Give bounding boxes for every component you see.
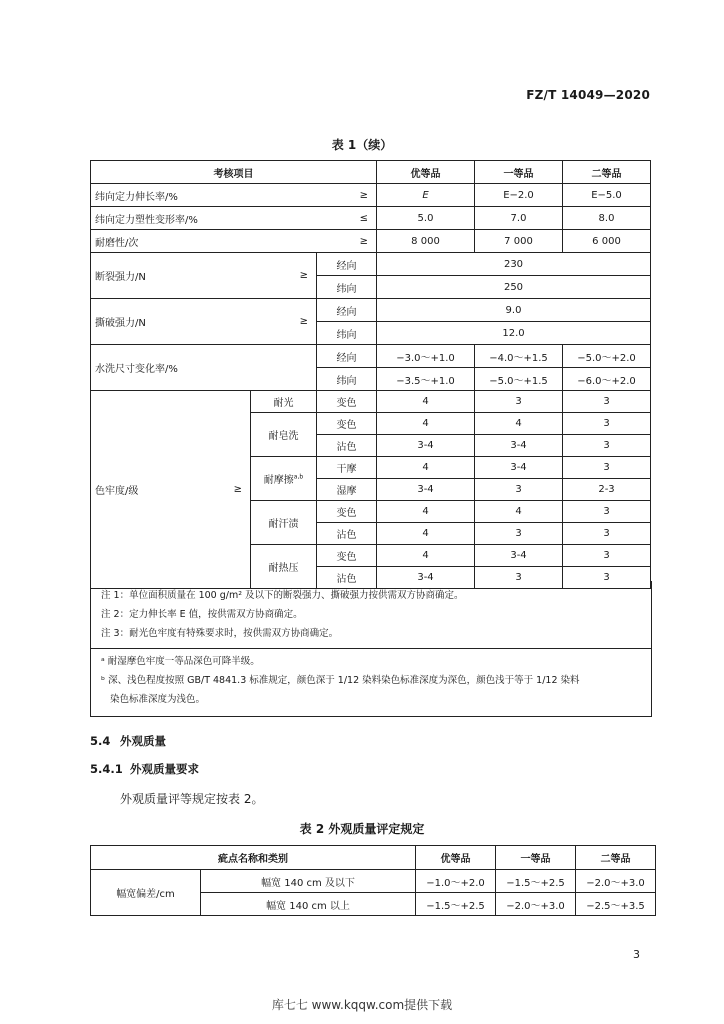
table-row xyxy=(91,207,651,230)
cell: 3 xyxy=(563,501,651,523)
cell: 3 xyxy=(563,435,651,457)
cell: −2.0～+3.0 xyxy=(576,870,656,893)
sub-label: 变色 xyxy=(317,413,377,435)
cell: 230 xyxy=(377,253,651,276)
cell: E xyxy=(377,184,475,207)
sub-label: 变色 xyxy=(317,501,377,523)
cell: 3 xyxy=(563,545,651,567)
table2 xyxy=(90,845,656,916)
sub-label: 变色 xyxy=(317,545,377,567)
cell: 8 000 xyxy=(377,230,475,253)
cell: 7 000 xyxy=(475,230,563,253)
cell: −1.0～+2.0 xyxy=(416,870,496,893)
cell: 6 000 xyxy=(563,230,651,253)
direction-label: 纬向 xyxy=(317,322,377,345)
cell: 7.0 xyxy=(475,207,563,230)
table-row xyxy=(91,345,651,368)
cell: 4 xyxy=(377,413,475,435)
row-label: 纬向定力伸长率/% xyxy=(95,191,178,203)
cell: 3-4 xyxy=(377,567,475,589)
operator: ≥ xyxy=(299,316,308,327)
paragraph: 外观质量评等规定按表 2。 xyxy=(120,792,264,806)
fastness-type: 耐皂洗 xyxy=(251,413,317,457)
cell: 3 xyxy=(563,567,651,589)
cell: 4 xyxy=(377,391,475,413)
cell: −6.0～+2.0 xyxy=(563,368,651,391)
table2-header-row xyxy=(91,846,656,870)
direction-label: 经向 xyxy=(317,299,377,322)
cell: 2-3 xyxy=(563,479,651,501)
cell: 3 xyxy=(475,523,563,545)
cell: −1.5～+2.5 xyxy=(496,870,576,893)
footnote-b: ᵇ 深、浅色程度按照 GB/T 4841.3 标准规定，颜色深于 1/12 染料染色标准深度为深色，颜色浅于等于 1/12 染料 xyxy=(101,675,580,686)
cell: 9.0 xyxy=(377,299,651,322)
section-5-4 xyxy=(90,733,166,749)
table-row xyxy=(91,253,651,276)
row-label: 水洗尺寸变化率/% xyxy=(91,345,317,391)
cell: 250 xyxy=(377,276,651,299)
section-title: 外观质量要求 xyxy=(130,762,199,776)
header-grade-3: 二等品 xyxy=(563,161,651,184)
cell: 5.0 xyxy=(377,207,475,230)
section-number: 5.4.1 xyxy=(90,762,123,776)
table-row xyxy=(91,299,651,322)
fastness-type: 耐摩擦 xyxy=(263,475,294,486)
fastness-type: 耐汗渍 xyxy=(251,501,317,545)
sub-label: 幅宽 140 cm 及以下 xyxy=(201,870,416,893)
cell: 3 xyxy=(563,391,651,413)
cell: −5.0～+1.5 xyxy=(475,368,563,391)
header-item: 考核项目 xyxy=(91,161,377,184)
cell: −4.0～+1.5 xyxy=(475,345,563,368)
sub-label: 沾色 xyxy=(317,523,377,545)
direction-label: 经向 xyxy=(317,253,377,276)
note-1: 注 1：单位面积质量在 100 g/m² 及以下的断裂强力、撕破强力按供需双方协商确定。 xyxy=(101,590,464,601)
table-row xyxy=(91,391,651,413)
row-label: 撕破强力/N xyxy=(95,318,146,329)
cell: 3 xyxy=(475,479,563,501)
page-number: 3 xyxy=(633,948,640,961)
footnote-b-cont: 染色标准深度为浅色。 xyxy=(110,694,206,705)
cell: −1.5～+2.5 xyxy=(416,893,496,916)
operator: ≥ xyxy=(359,235,368,247)
section-title: 外观质量 xyxy=(120,734,166,748)
row-label: 耐磨性/次 xyxy=(95,237,139,249)
table1-header-row xyxy=(91,161,651,184)
cell: 3 xyxy=(563,413,651,435)
cell: E−2.0 xyxy=(475,184,563,207)
table1-caption: 表 1（续） xyxy=(331,138,393,152)
cell: 3 xyxy=(475,391,563,413)
cell: 3-4 xyxy=(377,435,475,457)
cell: 4 xyxy=(377,523,475,545)
cell: 3 xyxy=(563,457,651,479)
fastness-type: 耐热压 xyxy=(251,545,317,589)
sub-label: 幅宽 140 cm 以上 xyxy=(201,893,416,916)
cell: 3-4 xyxy=(475,435,563,457)
sub-label: 沾色 xyxy=(317,567,377,589)
footnote-a: ᵃ 耐湿摩色牢度一等品深色可降半级。 xyxy=(101,656,260,667)
section-number: 5.4 xyxy=(90,734,111,748)
note-2: 注 2：定力伸长率 E 值，按供需双方协商确定。 xyxy=(101,609,303,620)
sub-label: 干摩 xyxy=(317,457,377,479)
cell: 12.0 xyxy=(377,322,651,345)
header-grade-3: 二等品 xyxy=(576,846,656,870)
section-5-4-1 xyxy=(90,761,199,777)
sub-label: 变色 xyxy=(317,391,377,413)
direction-label: 纬向 xyxy=(317,368,377,391)
footnote-marker: a,b xyxy=(293,473,304,481)
fastness-type: 耐光 xyxy=(251,391,317,413)
table-row xyxy=(91,230,651,253)
table2-caption: 表 2 外观质量评定规定 xyxy=(299,822,425,836)
row-label: 幅宽偏差/cm xyxy=(91,870,201,916)
cell: 4 xyxy=(475,501,563,523)
cell: 4 xyxy=(377,545,475,567)
table1-notes xyxy=(90,581,652,717)
download-footer: 库七七 www.kqqw.com提供下载 xyxy=(271,998,453,1012)
cell: 3-4 xyxy=(475,457,563,479)
operator: ≥ xyxy=(359,189,368,201)
cell: 3 xyxy=(563,523,651,545)
sub-label: 湿摩 xyxy=(317,479,377,501)
header-grade-2: 一等品 xyxy=(496,846,576,870)
cell: 3-4 xyxy=(475,545,563,567)
table-row xyxy=(91,184,651,207)
standard-code: FZ/T 14049—2020 xyxy=(526,88,650,102)
operator: ≥ xyxy=(233,484,242,495)
header-grade-1: 优等品 xyxy=(377,161,475,184)
direction-label: 纬向 xyxy=(317,276,377,299)
cell: 4 xyxy=(377,457,475,479)
cell: −2.5～+3.5 xyxy=(576,893,656,916)
cell: −3.5～+1.0 xyxy=(377,368,475,391)
cell: 3 xyxy=(475,567,563,589)
cell: −5.0～+2.0 xyxy=(563,345,651,368)
cell: 8.0 xyxy=(563,207,651,230)
cell: −3.0～+1.0 xyxy=(377,345,475,368)
table1 xyxy=(90,160,651,589)
header-grade-1: 优等品 xyxy=(416,846,496,870)
header-item: 疵点名称和类别 xyxy=(91,846,416,870)
operator: ≤ xyxy=(359,212,368,224)
sub-label: 沾色 xyxy=(317,435,377,457)
direction-label: 经向 xyxy=(317,345,377,368)
cell: 4 xyxy=(475,413,563,435)
row-label: 色牢度/级 xyxy=(95,486,139,497)
operator: ≥ xyxy=(299,270,308,281)
row-label: 纬向定力塑性变形率/% xyxy=(95,214,198,226)
row-label: 断裂强力/N xyxy=(95,272,146,283)
header-grade-2: 一等品 xyxy=(475,161,563,184)
cell: 4 xyxy=(377,501,475,523)
cell: E−5.0 xyxy=(563,184,651,207)
cell: 3-4 xyxy=(377,479,475,501)
table-row xyxy=(91,870,656,893)
note-3: 注 3：耐光色牢度有特殊要求时，按供需双方协商确定。 xyxy=(101,628,339,639)
cell: −2.0～+3.0 xyxy=(496,893,576,916)
